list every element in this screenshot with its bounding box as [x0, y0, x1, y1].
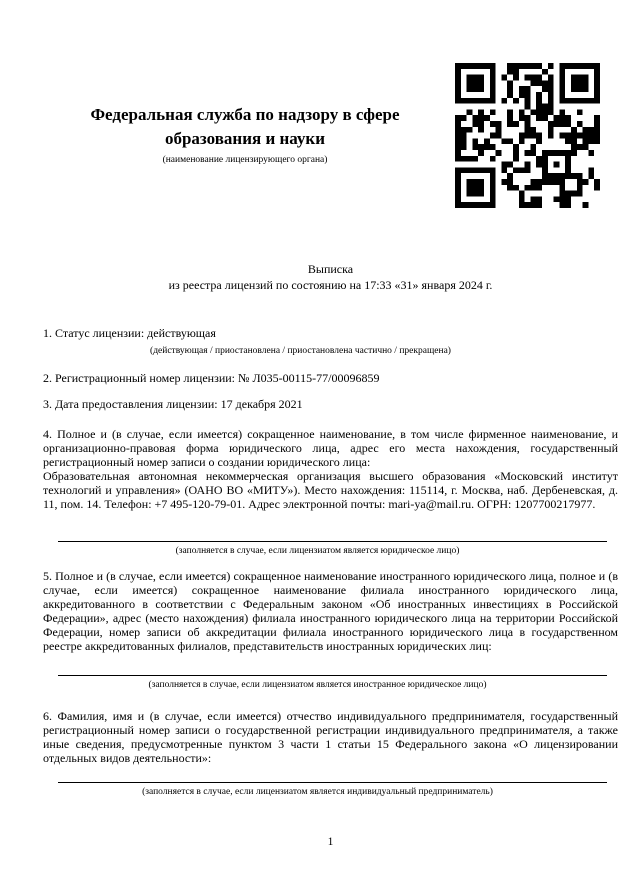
registration-number-text: 2. Регистрационный номер лицензии: № Л035-00115-77/00096859 — [43, 371, 380, 385]
item-4-value: Образовательная автономная некоммерческая организация высшего образования «Московский институт технологий и управления» (ОАНО ВО «МИТУ»). Место нахождения: 115114, г. Москва, наб. Дербеневская, д. 11, пом. 14. Телефон: +7 495-120-79-01. Адрес электронной почты: mari-ya@mail.ru. ОГРН: 1207700217977. — [43, 469, 618, 511]
issuer-block — [65, 103, 425, 166]
legal-entity-note: (заполняется в случае, если лицензиатом является юридическое лицо) — [175, 546, 460, 556]
item-5-intro: 5. Полное и (в случае, если имеется) сокращенное наименование иностранного юридического лица, полное и (в случае, если имеется) сокращенное наименование филиала иностранного юридического лица, аккредитованного в соответствии с Федеральным законом «Об иностранных инвестициях в Российской Федерации», адрес (место нахождения) филиала иностранного юридического лица на территории Российской Федерации, номер записи об аккредитации филиала иностранного юридического лица в государственном реестре аккредитованных филиалов, представительств иностранных юридических лиц: — [43, 569, 618, 653]
foreign-entity-note: (заполняется в случае, если лицензиатом является иностранное юридическое лицо) — [148, 680, 487, 690]
license-date-text: 3. Дата предоставления лицензии: 17 декабря 2021 — [43, 397, 303, 411]
item-6-entrepreneur — [43, 709, 618, 765]
extract-title: Выписка — [307, 262, 354, 276]
qr-code-icon — [455, 63, 600, 208]
item-3-license-date — [43, 397, 618, 411]
extract-subtitle: из реестра лицензий по состоянию на 17:33 «31» января 2024 г. — [168, 278, 493, 292]
fill-line-legal-entity — [58, 541, 607, 542]
issuer-name: Федеральная служба по надзору в сфере образования и науки — [90, 105, 400, 148]
license-status-text: 1. Статус лицензии: действующая — [43, 326, 216, 340]
item-2-registration-number — [43, 371, 618, 385]
issuer-caption: (наименование лицензирующего органа) — [162, 155, 328, 165]
qr-code-image — [455, 63, 600, 208]
status-options-note: (действующая / приостановлена / приостановлена частично / прекращена) — [150, 346, 451, 356]
item-4-legal-entity — [43, 427, 618, 511]
extract-title-block — [43, 261, 618, 293]
item-6-intro: 6. Фамилия, имя и (в случае, если имеется) отчество индивидуального предпринимателя, государственный регистрационный номер записи о государственной регистрации индивидуального предпринимателя, а также иные сведения, предусмотренные пунктом 3 части 1 статьи 15 Федерального закона «О лицензировании отдельных видов деятельности»: — [43, 709, 618, 765]
entrepreneur-note: (заполняется в случае, если лицензиатом является индивидуальный предприниматель) — [142, 787, 493, 797]
item-1-license-status — [43, 326, 618, 357]
fill-line-foreign-entity — [58, 675, 607, 676]
item-4-intro: 4. Полное и (в случае, если имеется) сокращенное наименование, в том числе фирменное наименование, и организационно-правовая форма юридического лица, адрес его места нахождения, государственный регистрационный номер записи о создании юридического лица: — [43, 427, 618, 469]
fill-line-entrepreneur — [58, 782, 607, 783]
item-5-foreign-entity — [43, 569, 618, 653]
page-number: 1 — [327, 836, 334, 848]
